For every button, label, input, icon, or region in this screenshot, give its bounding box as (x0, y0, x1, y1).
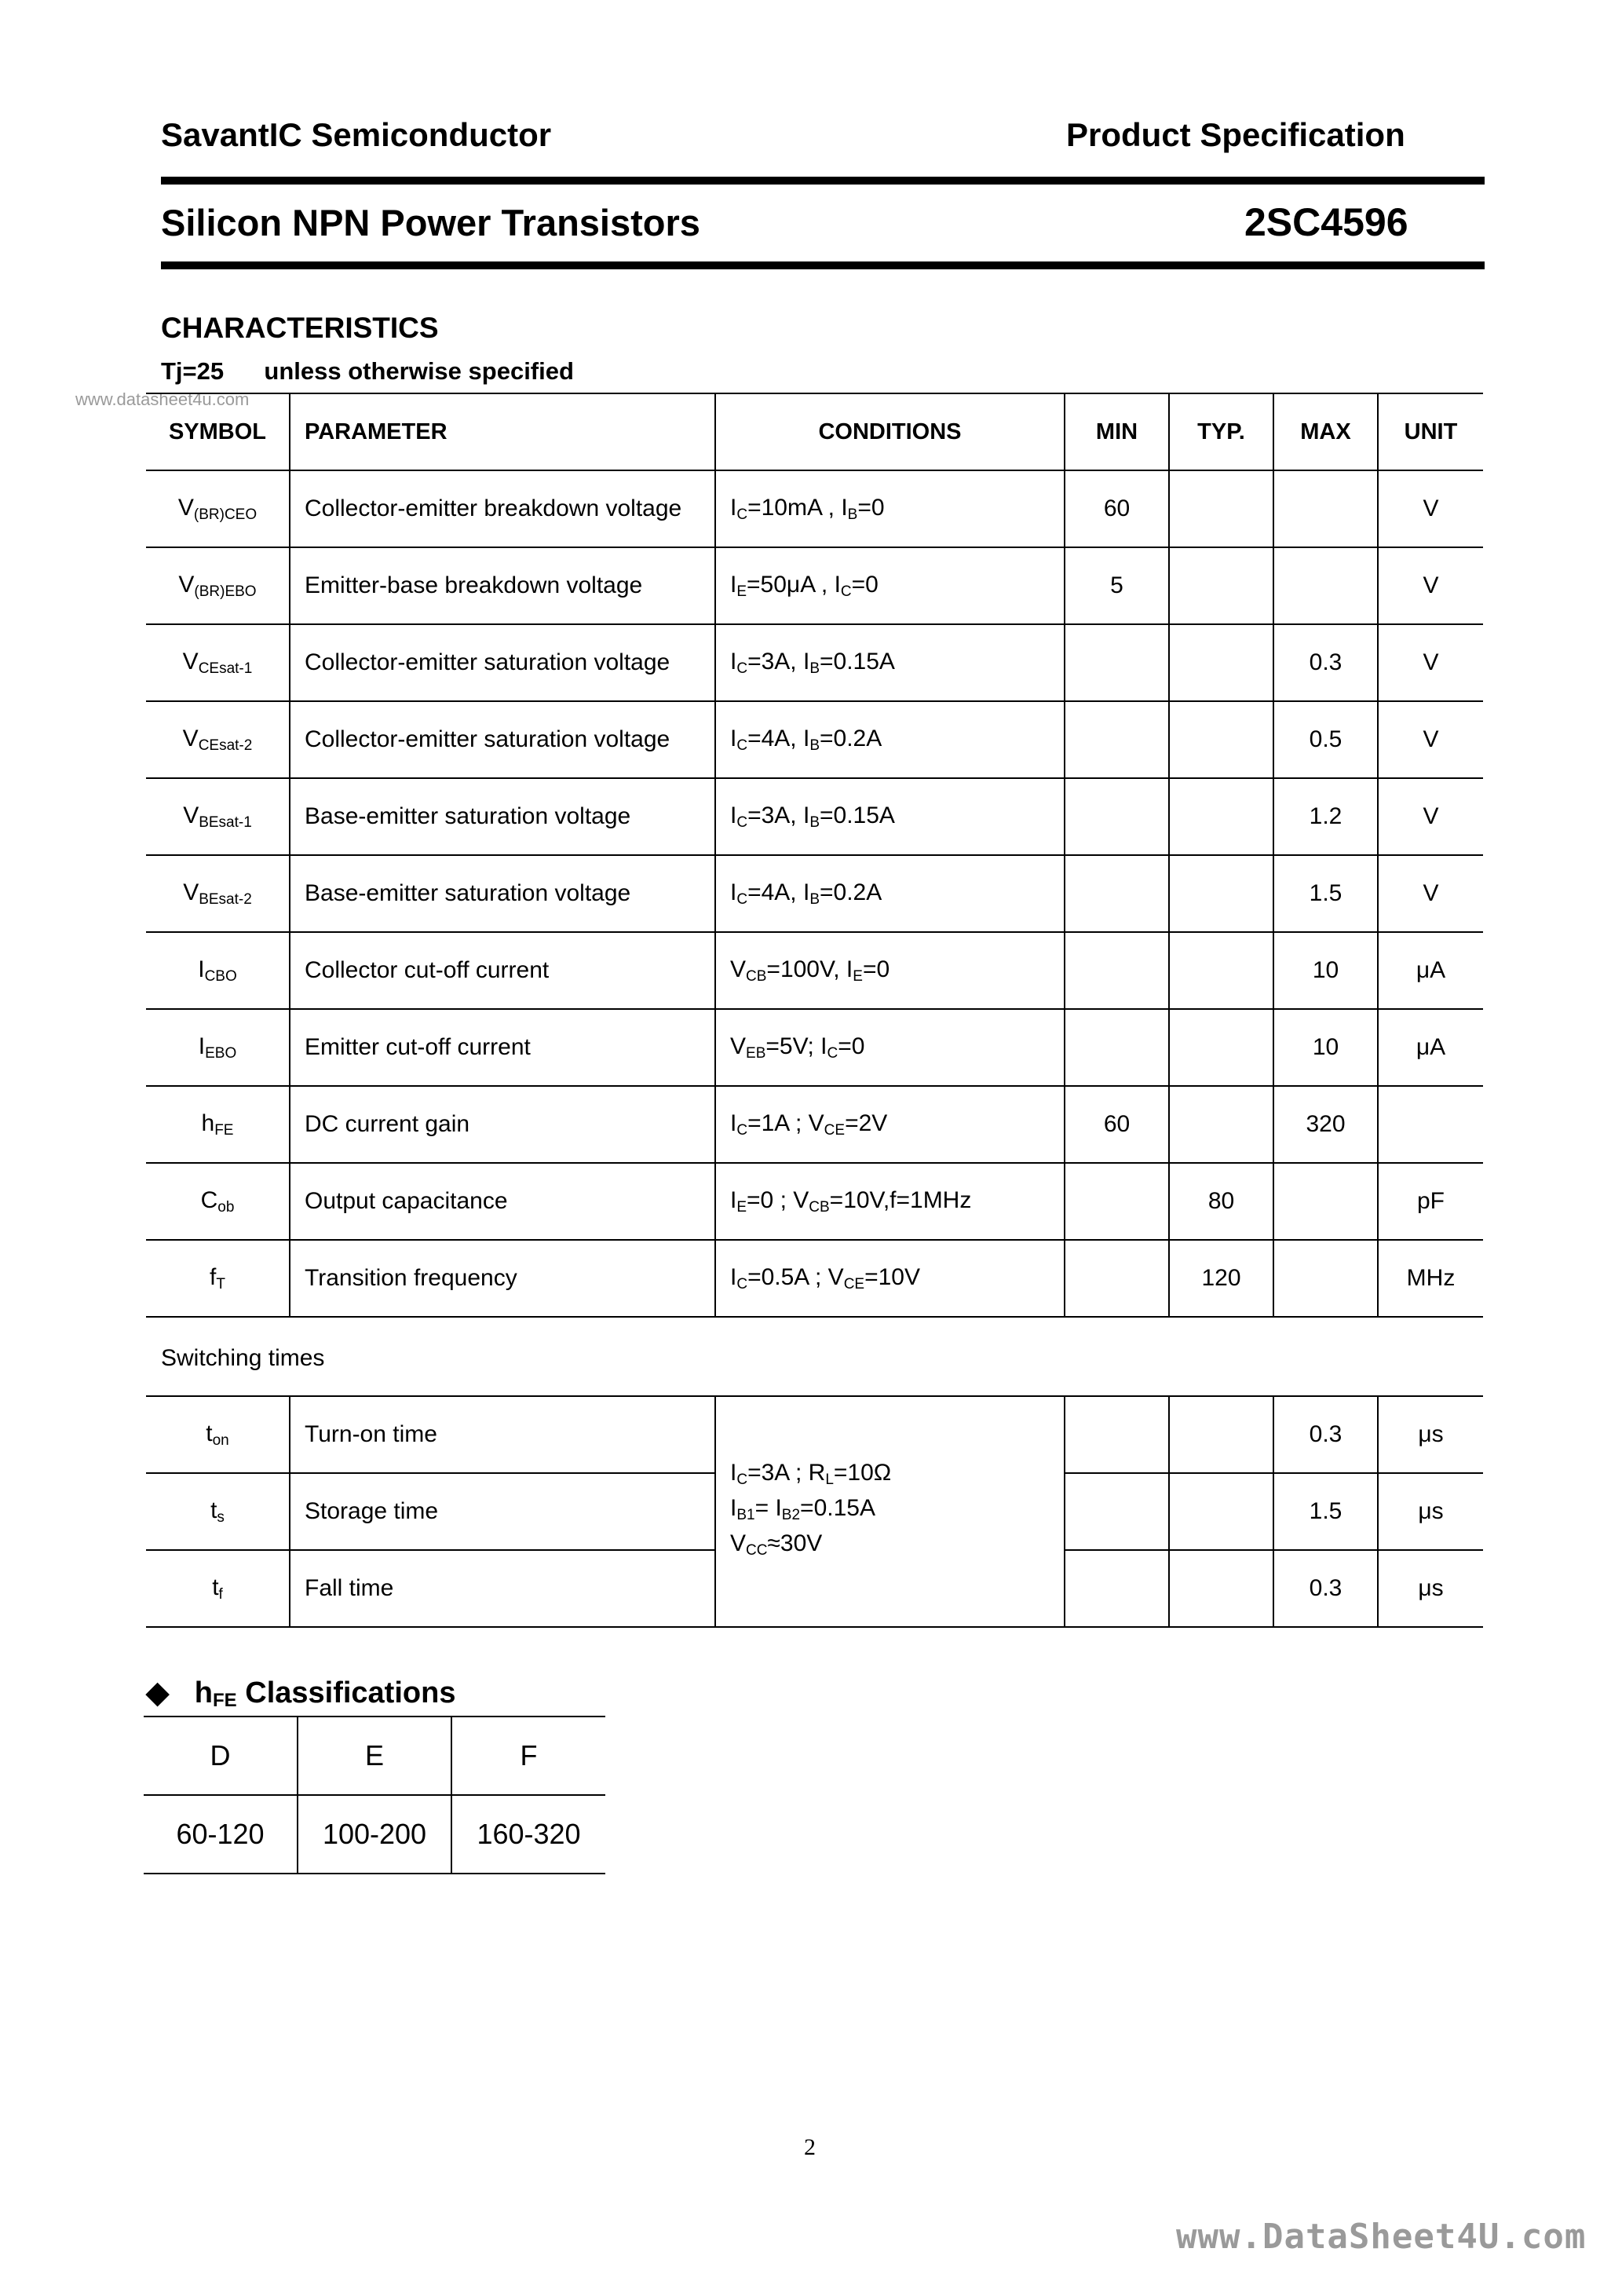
min-cell: 60 (1065, 470, 1169, 547)
cond-value: =0 (857, 494, 885, 521)
range-cell: 100-200 (298, 1795, 451, 1874)
cond-value: = (754, 1494, 776, 1521)
unit-cell: μA (1378, 1009, 1483, 1086)
symbol-cell (146, 1009, 290, 1086)
cond-letter: V (793, 1186, 809, 1213)
symbol-letter: t (212, 1574, 219, 1600)
typ-cell: 80 (1169, 1163, 1273, 1240)
symbol-cell (146, 855, 290, 932)
max-cell: 0.3 (1273, 1550, 1378, 1627)
table-row (146, 547, 1483, 624)
parameter-cell: Output capacitance (290, 1163, 715, 1240)
parameter-cell: Collector cut-off current (290, 932, 715, 1009)
cond-letter: V (730, 1530, 747, 1556)
cond-value: =0 ; (747, 1186, 794, 1213)
cond-value: =0.2A (820, 879, 882, 905)
cond-value: =100V, (766, 956, 846, 982)
conditions-cell (715, 701, 1065, 778)
symbol-letter: V (177, 494, 194, 521)
rank-row (144, 1717, 605, 1795)
conditions-cell (715, 547, 1065, 624)
cond-letter: I (841, 494, 848, 521)
cond-subscript: L (825, 1471, 834, 1488)
typ-cell (1169, 701, 1273, 778)
cond-subscript: C (736, 1121, 748, 1139)
table-row (146, 470, 1483, 547)
switching-conditions-cell (715, 1396, 1065, 1627)
part-number: 2SC4596 (1244, 200, 1408, 244)
parameter-cell: Emitter-base breakdown voltage (290, 547, 715, 624)
unit-cell: μs (1378, 1550, 1483, 1627)
symbol-cell (146, 1473, 290, 1550)
min-cell (1065, 1473, 1169, 1550)
symbol-subscript: CBO (204, 967, 237, 985)
typ-cell (1169, 855, 1273, 932)
cond-value: =10V (864, 1263, 920, 1290)
parameter-cell: Collector-emitter breakdown voltage (290, 470, 715, 547)
cond-value: =0 (862, 956, 890, 982)
document-type: Product Specification (1066, 116, 1405, 153)
max-cell: 320 (1273, 1086, 1378, 1163)
unit-cell: μs (1378, 1473, 1483, 1550)
max-cell: 0.5 (1273, 701, 1378, 778)
cond-subscript: E (736, 583, 747, 600)
conditions-line (730, 1494, 1064, 1530)
max-cell (1273, 470, 1378, 547)
classification-table (144, 1716, 605, 1874)
max-cell (1273, 1240, 1378, 1317)
cond-letter: I (730, 494, 737, 521)
conditions-cell (715, 1009, 1065, 1086)
cond-value: ≈30V (767, 1530, 823, 1556)
symbol-subscript: (BR)CEO (193, 506, 258, 523)
table-row (146, 1009, 1483, 1086)
max-cell: 1.5 (1273, 855, 1378, 932)
cond-subscript: CB (746, 967, 767, 985)
cond-subscript: C (736, 890, 748, 908)
symbol-cell (146, 932, 290, 1009)
condition-temp: Tj=25 (161, 357, 225, 385)
range-cell: 160-320 (451, 1795, 605, 1874)
symbol-cell (146, 778, 290, 855)
min-cell (1065, 624, 1169, 701)
range-cell: 60-120 (144, 1795, 298, 1874)
table-row (146, 701, 1483, 778)
cond-value: =0.5A ; (747, 1263, 828, 1290)
symbol-letter: I (198, 1033, 206, 1059)
conditions-cell (715, 1163, 1065, 1240)
classification-heading (146, 1675, 455, 1712)
cond-letter: I (802, 802, 810, 828)
symbol-letter: C (200, 1186, 218, 1213)
table-row (146, 624, 1483, 701)
cond-subscript: E (736, 1198, 747, 1216)
conditions-cell (715, 1086, 1065, 1163)
symbol-cell (146, 624, 290, 701)
cond-letter: I (730, 1186, 737, 1213)
min-cell (1065, 778, 1169, 855)
cond-subscript: E (853, 967, 863, 985)
watermark-bottom: www.DataSheet4U.com (1176, 2217, 1587, 2257)
typ-cell (1169, 1550, 1273, 1627)
cond-subscript: B (809, 660, 820, 677)
conditions-cell (715, 624, 1065, 701)
parameter-cell: DC current gain (290, 1086, 715, 1163)
symbol-cell (146, 701, 290, 778)
cond-subscript: C (736, 737, 748, 754)
min-cell (1065, 1396, 1169, 1473)
cond-letter: I (730, 879, 737, 905)
cond-letter: I (730, 725, 737, 751)
cond-value: =0.15A (820, 802, 895, 828)
product-line: Silicon NPN Power Transistors (161, 202, 700, 243)
symbol-letter: V (183, 802, 199, 828)
symbol-letter: I (198, 956, 205, 982)
typ-cell (1169, 1009, 1273, 1086)
cond-subscript: CC (746, 1541, 768, 1559)
unit-cell: μA (1378, 932, 1483, 1009)
cond-letter: I (730, 1459, 737, 1486)
col-header-symbol: SYMBOL (146, 393, 290, 470)
unit-cell: V (1378, 470, 1483, 547)
parameter-cell: Emitter cut-off current (290, 1009, 715, 1086)
cond-subscript: C (736, 1471, 748, 1488)
max-cell: 0.3 (1273, 624, 1378, 701)
unit-cell (1378, 1086, 1483, 1163)
min-cell: 5 (1065, 547, 1169, 624)
cond-letter: V (730, 1033, 747, 1059)
parameter-cell: Fall time (290, 1550, 715, 1627)
parameter-cell: Storage time (290, 1473, 715, 1550)
header-rule-top (161, 177, 1485, 185)
parameter-cell: Collector-emitter saturation voltage (290, 624, 715, 701)
symbol-subscript: on (212, 1431, 229, 1449)
cond-letter: I (802, 879, 810, 905)
symbol-subscript: s (217, 1508, 225, 1526)
typ-cell (1169, 470, 1273, 547)
cond-value: =10V,f=1MHz (829, 1186, 972, 1213)
cond-value: =4A, (747, 879, 803, 905)
header-rule-bottom (161, 261, 1485, 269)
parameter-cell: Collector-emitter saturation voltage (290, 701, 715, 778)
switching-times-table (146, 1395, 1483, 1628)
symbol-subscript: ob (217, 1198, 235, 1216)
max-cell: 10 (1273, 932, 1378, 1009)
unit-cell: μs (1378, 1396, 1483, 1473)
watermark-top: www.datasheet4u.com (75, 389, 250, 409)
max-cell: 10 (1273, 1009, 1378, 1086)
cond-value: =3A, (747, 802, 803, 828)
characteristics-table (146, 393, 1483, 1318)
table-row (146, 1086, 1483, 1163)
col-header-conditions: CONDITIONS (715, 393, 1065, 470)
page-number: 2 (804, 2134, 816, 2160)
symbol-subscript: f (218, 1585, 223, 1603)
symbol-cell (146, 470, 290, 547)
symbol-letter: V (182, 648, 199, 675)
symbol-subscript: FE (214, 1121, 234, 1139)
symbol-letter: V (178, 571, 195, 598)
company-name: SavantIC Semiconductor (161, 116, 552, 153)
max-cell: 1.5 (1273, 1473, 1378, 1550)
min-cell: 60 (1065, 1086, 1169, 1163)
conditions-cell (715, 470, 1065, 547)
cond-subscript: B (809, 890, 820, 908)
cond-subscript: C (736, 1275, 748, 1292)
cond-value: =5V; (765, 1033, 821, 1059)
cond-letter: I (802, 648, 810, 675)
min-cell (1065, 701, 1169, 778)
table-row (146, 1163, 1483, 1240)
symbol-cell (146, 1396, 290, 1473)
symbol-letter: V (182, 725, 199, 751)
unit-cell: V (1378, 778, 1483, 855)
cond-value: =0 (851, 571, 879, 598)
cond-value: =0.2A (820, 725, 882, 751)
symbol-subscript: EBO (205, 1044, 237, 1062)
table-row (146, 1396, 1483, 1473)
unit-cell: V (1378, 855, 1483, 932)
cond-subscript: C (736, 660, 748, 677)
conditions-cell (715, 855, 1065, 932)
conditions-line (730, 1530, 1064, 1565)
table-row (146, 778, 1483, 855)
max-cell: 1.2 (1273, 778, 1378, 855)
typ-cell (1169, 547, 1273, 624)
cond-letter: I (730, 1110, 737, 1136)
symbol-letter: t (206, 1420, 213, 1446)
cond-letter: I (846, 956, 853, 982)
symbol-cell (146, 1550, 290, 1627)
cond-letter: V (808, 1110, 824, 1136)
condition-line (161, 357, 574, 386)
cond-letter: I (730, 1494, 737, 1521)
cond-subscript: C (827, 1044, 838, 1062)
typ-cell (1169, 624, 1273, 701)
cond-subscript: B (847, 506, 858, 523)
symbol-subscript: (BR)EBO (194, 583, 257, 600)
conditions-line (730, 1459, 1064, 1494)
symbol-subscript: CEsat-1 (198, 660, 253, 677)
table-header-row (146, 393, 1483, 470)
cond-value: =10mA , (747, 494, 842, 521)
cond-subscript: CB (809, 1198, 830, 1216)
col-header-typ: TYP. (1169, 393, 1273, 470)
range-row (144, 1795, 605, 1874)
switching-times-label: Switching times (161, 1345, 325, 1371)
cond-value: =1A ; (747, 1110, 809, 1136)
symbol-cell (146, 1240, 290, 1317)
cond-letter: I (775, 1494, 782, 1521)
cond-subscript: C (840, 583, 852, 600)
cond-subscript: B (809, 737, 820, 754)
symbol-cell (146, 1086, 290, 1163)
parameter-cell: Base-emitter saturation voltage (290, 855, 715, 932)
cond-value: =0 (838, 1033, 865, 1059)
cond-subscript: C (736, 506, 748, 523)
col-header-max: MAX (1273, 393, 1378, 470)
symbol-cell (146, 547, 290, 624)
cond-subscript: EB (746, 1044, 766, 1062)
cond-subscript: B2 (781, 1506, 801, 1523)
min-cell (1065, 855, 1169, 932)
min-cell (1065, 1009, 1169, 1086)
symbol-letter: f (210, 1263, 217, 1290)
characteristics-title: CHARACTERISTICS (161, 312, 439, 344)
symbol-subscript: BEsat-1 (199, 813, 252, 831)
min-cell (1065, 1163, 1169, 1240)
cond-letter: R (808, 1459, 826, 1486)
symbol-cell (146, 1163, 290, 1240)
max-cell (1273, 547, 1378, 624)
cond-subscript: B1 (736, 1506, 755, 1523)
rank-cell: D (144, 1717, 298, 1795)
unit-cell: V (1378, 624, 1483, 701)
cond-value: =3A ; (747, 1459, 809, 1486)
cond-subscript: CE (824, 1121, 846, 1139)
cond-letter: I (730, 571, 737, 598)
conditions-cell (715, 932, 1065, 1009)
cond-value: =4A, (747, 725, 803, 751)
cond-value: =50μA , (747, 571, 835, 598)
min-cell (1065, 932, 1169, 1009)
cond-subscript: CE (843, 1275, 865, 1292)
col-header-min: MIN (1065, 393, 1169, 470)
cond-value: =0.15A (800, 1494, 875, 1521)
parameter-cell: Base-emitter saturation voltage (290, 778, 715, 855)
cond-letter: I (820, 1033, 827, 1059)
parameter-cell: Transition frequency (290, 1240, 715, 1317)
cond-value: =2V (845, 1110, 888, 1136)
unit-cell: MHz (1378, 1240, 1483, 1317)
cond-letter: V (730, 956, 747, 982)
rank-cell: E (298, 1717, 451, 1795)
cond-value: =0.15A (820, 648, 895, 675)
max-cell: 0.3 (1273, 1396, 1378, 1473)
symbol-letter: h (201, 1110, 215, 1136)
table-row (146, 932, 1483, 1009)
max-cell (1273, 1163, 1378, 1240)
cond-letter: I (834, 571, 841, 598)
symbol-subscript: CEsat-2 (198, 737, 253, 754)
cond-letter: I (730, 648, 737, 675)
typ-cell (1169, 778, 1273, 855)
cond-value: =10Ω (833, 1459, 892, 1486)
typ-cell (1169, 1396, 1273, 1473)
symbol-subscript: BEsat-2 (199, 890, 252, 908)
conditions-cell (715, 1240, 1065, 1317)
classification-symbol: h (194, 1676, 214, 1709)
col-header-unit: UNIT (1378, 393, 1483, 470)
unit-cell: pF (1378, 1163, 1483, 1240)
symbol-subscript: T (216, 1275, 225, 1292)
typ-cell (1169, 1086, 1273, 1163)
cond-letter: I (802, 725, 810, 751)
table-row (146, 1240, 1483, 1317)
cond-letter: I (730, 802, 737, 828)
cond-subscript: C (736, 813, 748, 831)
classification-symbol-sub: FE (213, 1690, 237, 1711)
cond-letter: I (730, 1263, 737, 1290)
parameter-cell: Turn-on time (290, 1396, 715, 1473)
cond-subscript: B (809, 813, 820, 831)
min-cell (1065, 1240, 1169, 1317)
conditions-cell (715, 778, 1065, 855)
min-cell (1065, 1550, 1169, 1627)
cond-value: =3A, (747, 648, 803, 675)
cond-letter: V (827, 1263, 844, 1290)
unit-cell: V (1378, 701, 1483, 778)
symbol-letter: V (183, 879, 199, 905)
condition-note: unless otherwise specified (264, 357, 574, 385)
unit-cell: V (1378, 547, 1483, 624)
symbol-letter: t (210, 1497, 217, 1523)
rank-cell: F (451, 1717, 605, 1795)
col-header-parameter: PARAMETER (290, 393, 715, 470)
typ-cell (1169, 932, 1273, 1009)
typ-cell (1169, 1473, 1273, 1550)
classification-title: Classifications (236, 1676, 456, 1709)
typ-cell: 120 (1169, 1240, 1273, 1317)
diamond-bullet-icon: ◆ (146, 1676, 170, 1709)
table-row (146, 855, 1483, 932)
